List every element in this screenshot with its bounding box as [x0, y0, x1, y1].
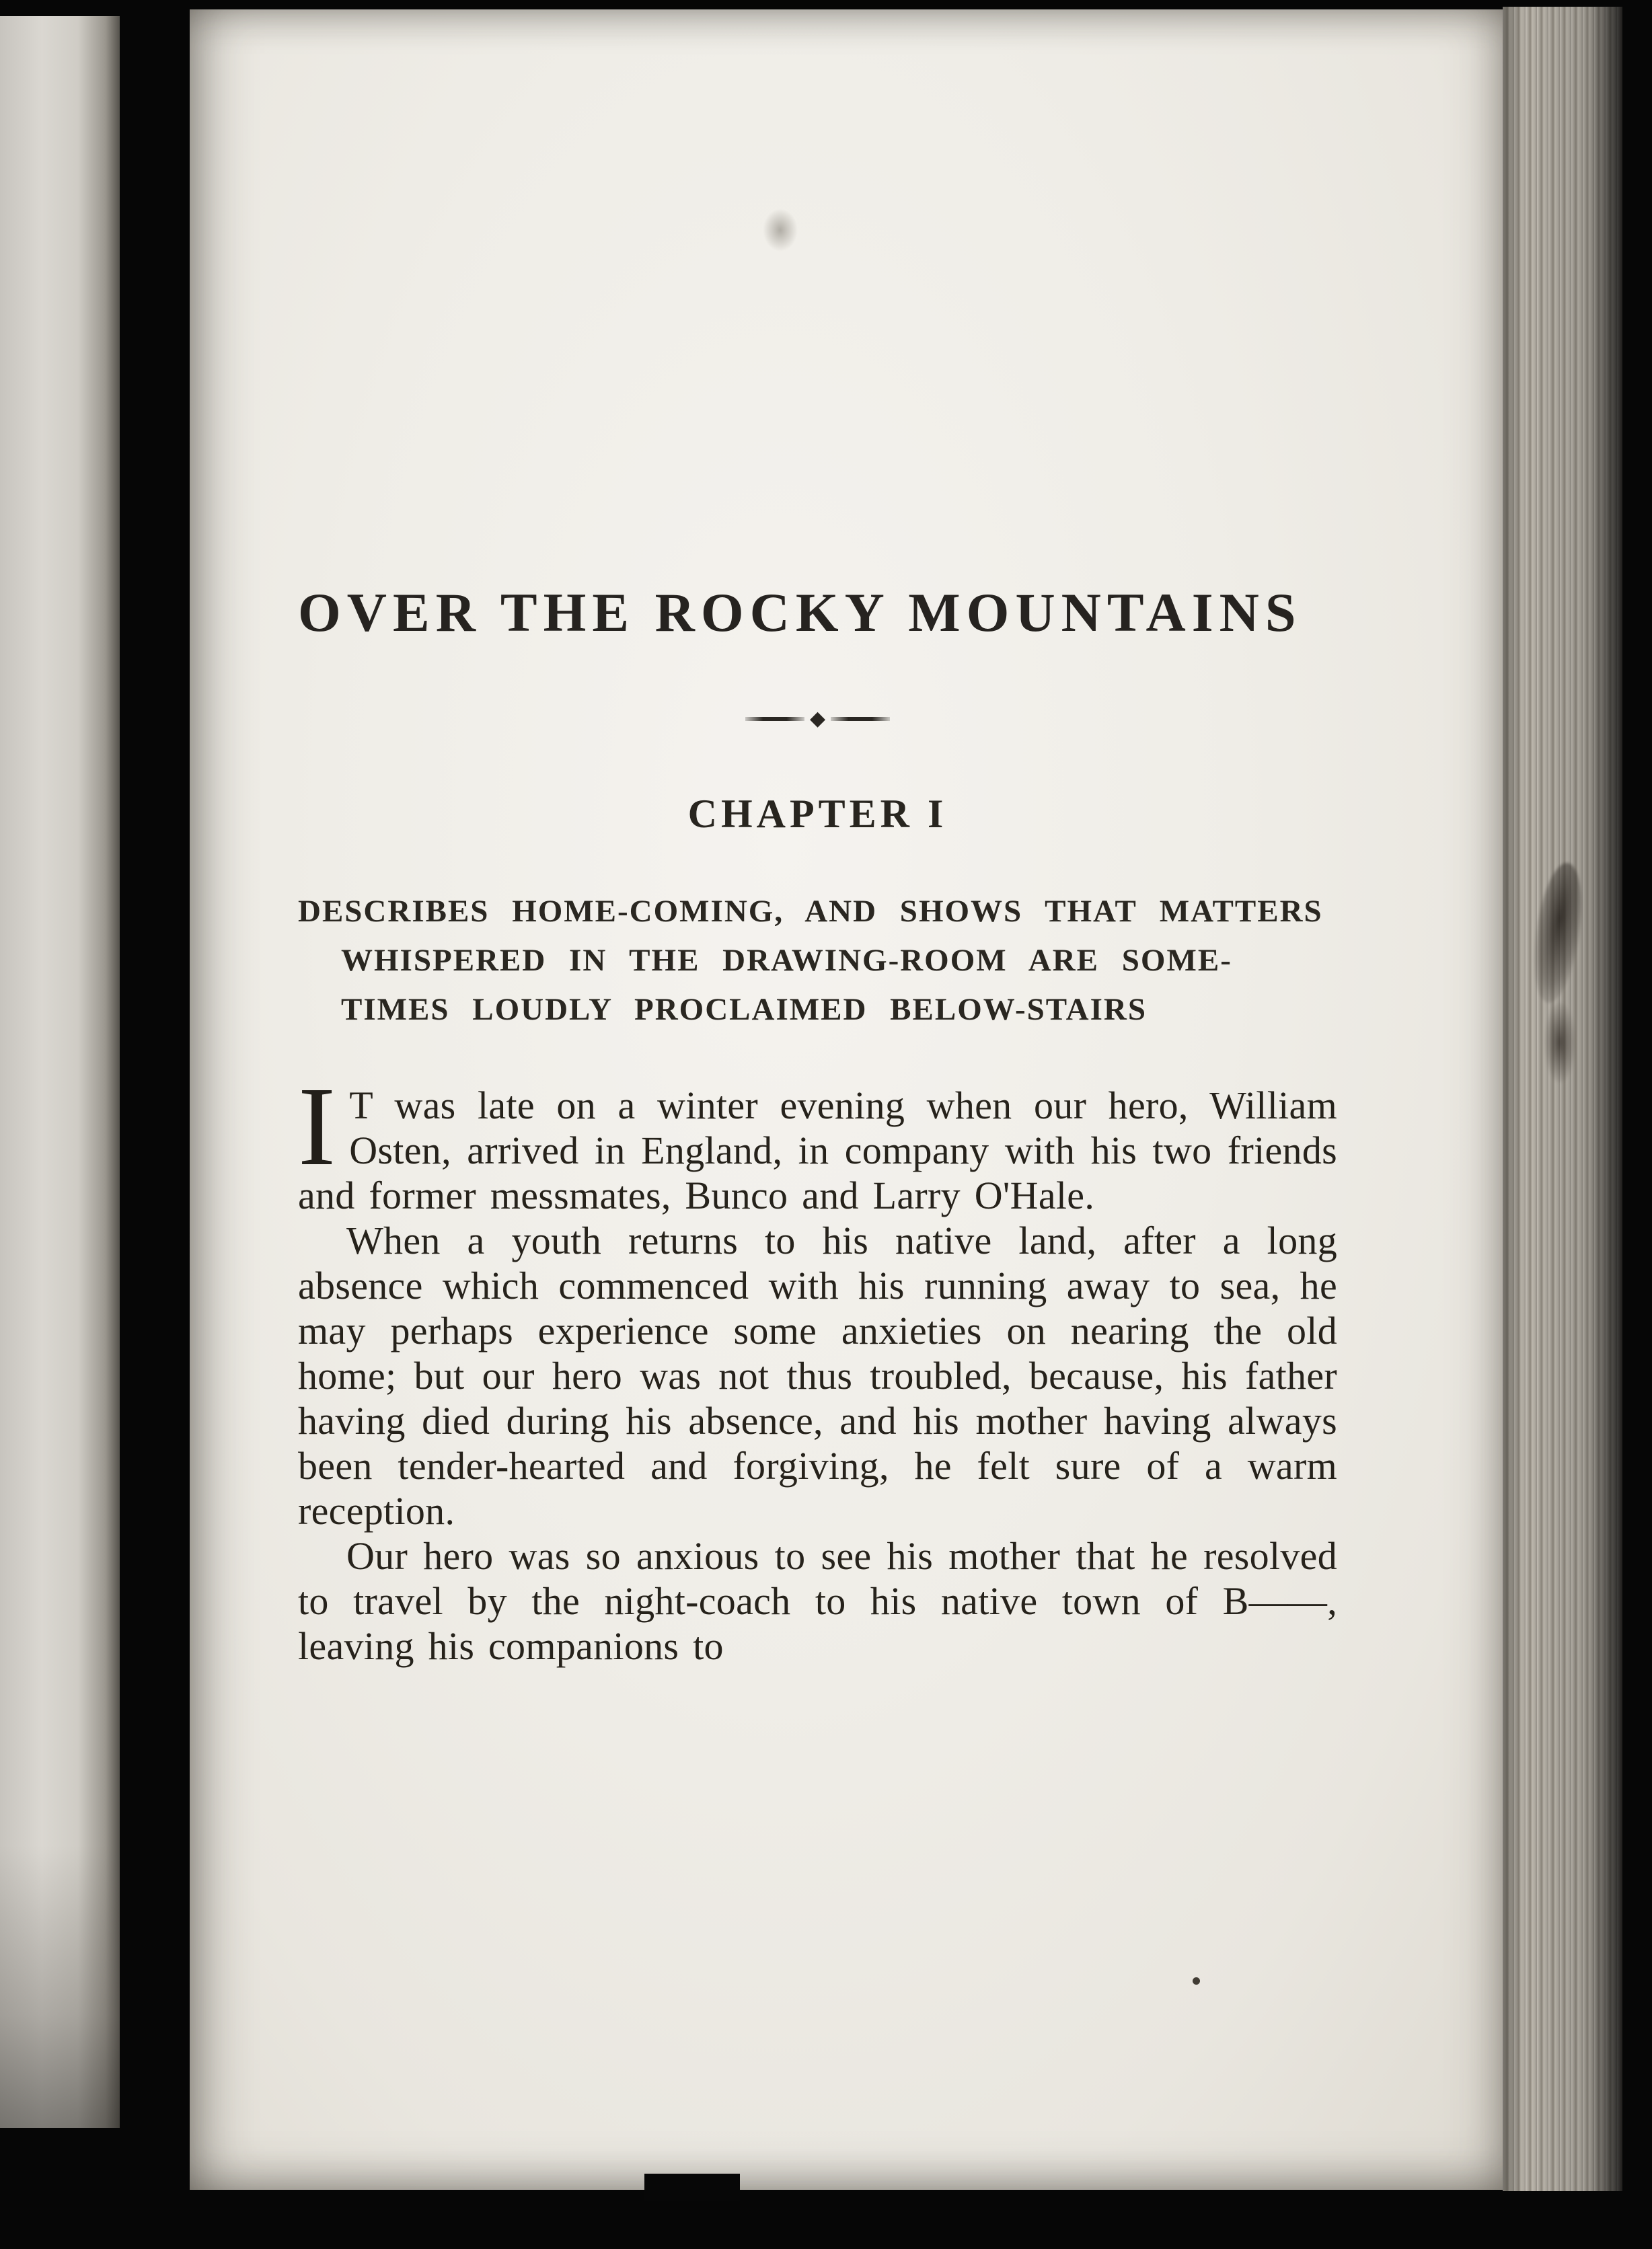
ornament-line-left [745, 717, 804, 721]
diamond-ornament-icon: ◆ [809, 708, 826, 730]
scan-edge-notch [644, 2174, 740, 2201]
paragraph-opening-text: T was late on a winter evening when our hero, William Osten, arrived in England, in company with his two friends and former messmates, Bunco and Larry O'Hale. [298, 1083, 1337, 1217]
page-edge-stack [1503, 7, 1622, 2191]
ink-blot [1544, 1002, 1575, 1083]
paragraph: Our hero was so anxious to see his mother that he resolved to travel by the night-coach to his native town of B——, leaving his companions to [298, 1533, 1337, 1668]
paragraph: When a youth returns to his native land, after a long absence which commenced with his running away to sea, he may perhaps experience some anxieties on nearing the old home; but our hero was not thus troubled, because, his father having died during his absence, and his mother having always been tender-hearted and forgiving, he felt sure of a warm reception. [298, 1218, 1337, 1533]
section-divider-ornament [298, 709, 1337, 729]
book-page [190, 9, 1503, 2190]
chapter-subtitle-line: DESCRIBES HOME-COMING, AND SHOWS THAT MATTERS [298, 894, 1323, 929]
chapter-subtitle-line: WHISPERED IN THE DRAWING-ROOM ARE SOME- [341, 942, 1232, 978]
chapter-heading: CHAPTER I [687, 792, 948, 836]
adjacent-page-edge [0, 16, 120, 2128]
chapter-subtitle [298, 887, 1337, 1034]
scan-speck [1193, 1977, 1200, 1985]
ink-blot [1527, 860, 1589, 1006]
body-text [298, 1063, 1337, 1669]
ornament-line-right [831, 717, 890, 721]
chapter-subtitle-line: TIMES LOUDLY PROCLAIMED BELOW-STAIRS [341, 991, 1147, 1027]
paragraph-opening [298, 1063, 1337, 1218]
page-content [298, 9, 1337, 1669]
drop-cap: I [298, 1063, 336, 1189]
book-title: OVER THE ROCKY MOUNTAINS [298, 582, 1302, 643]
